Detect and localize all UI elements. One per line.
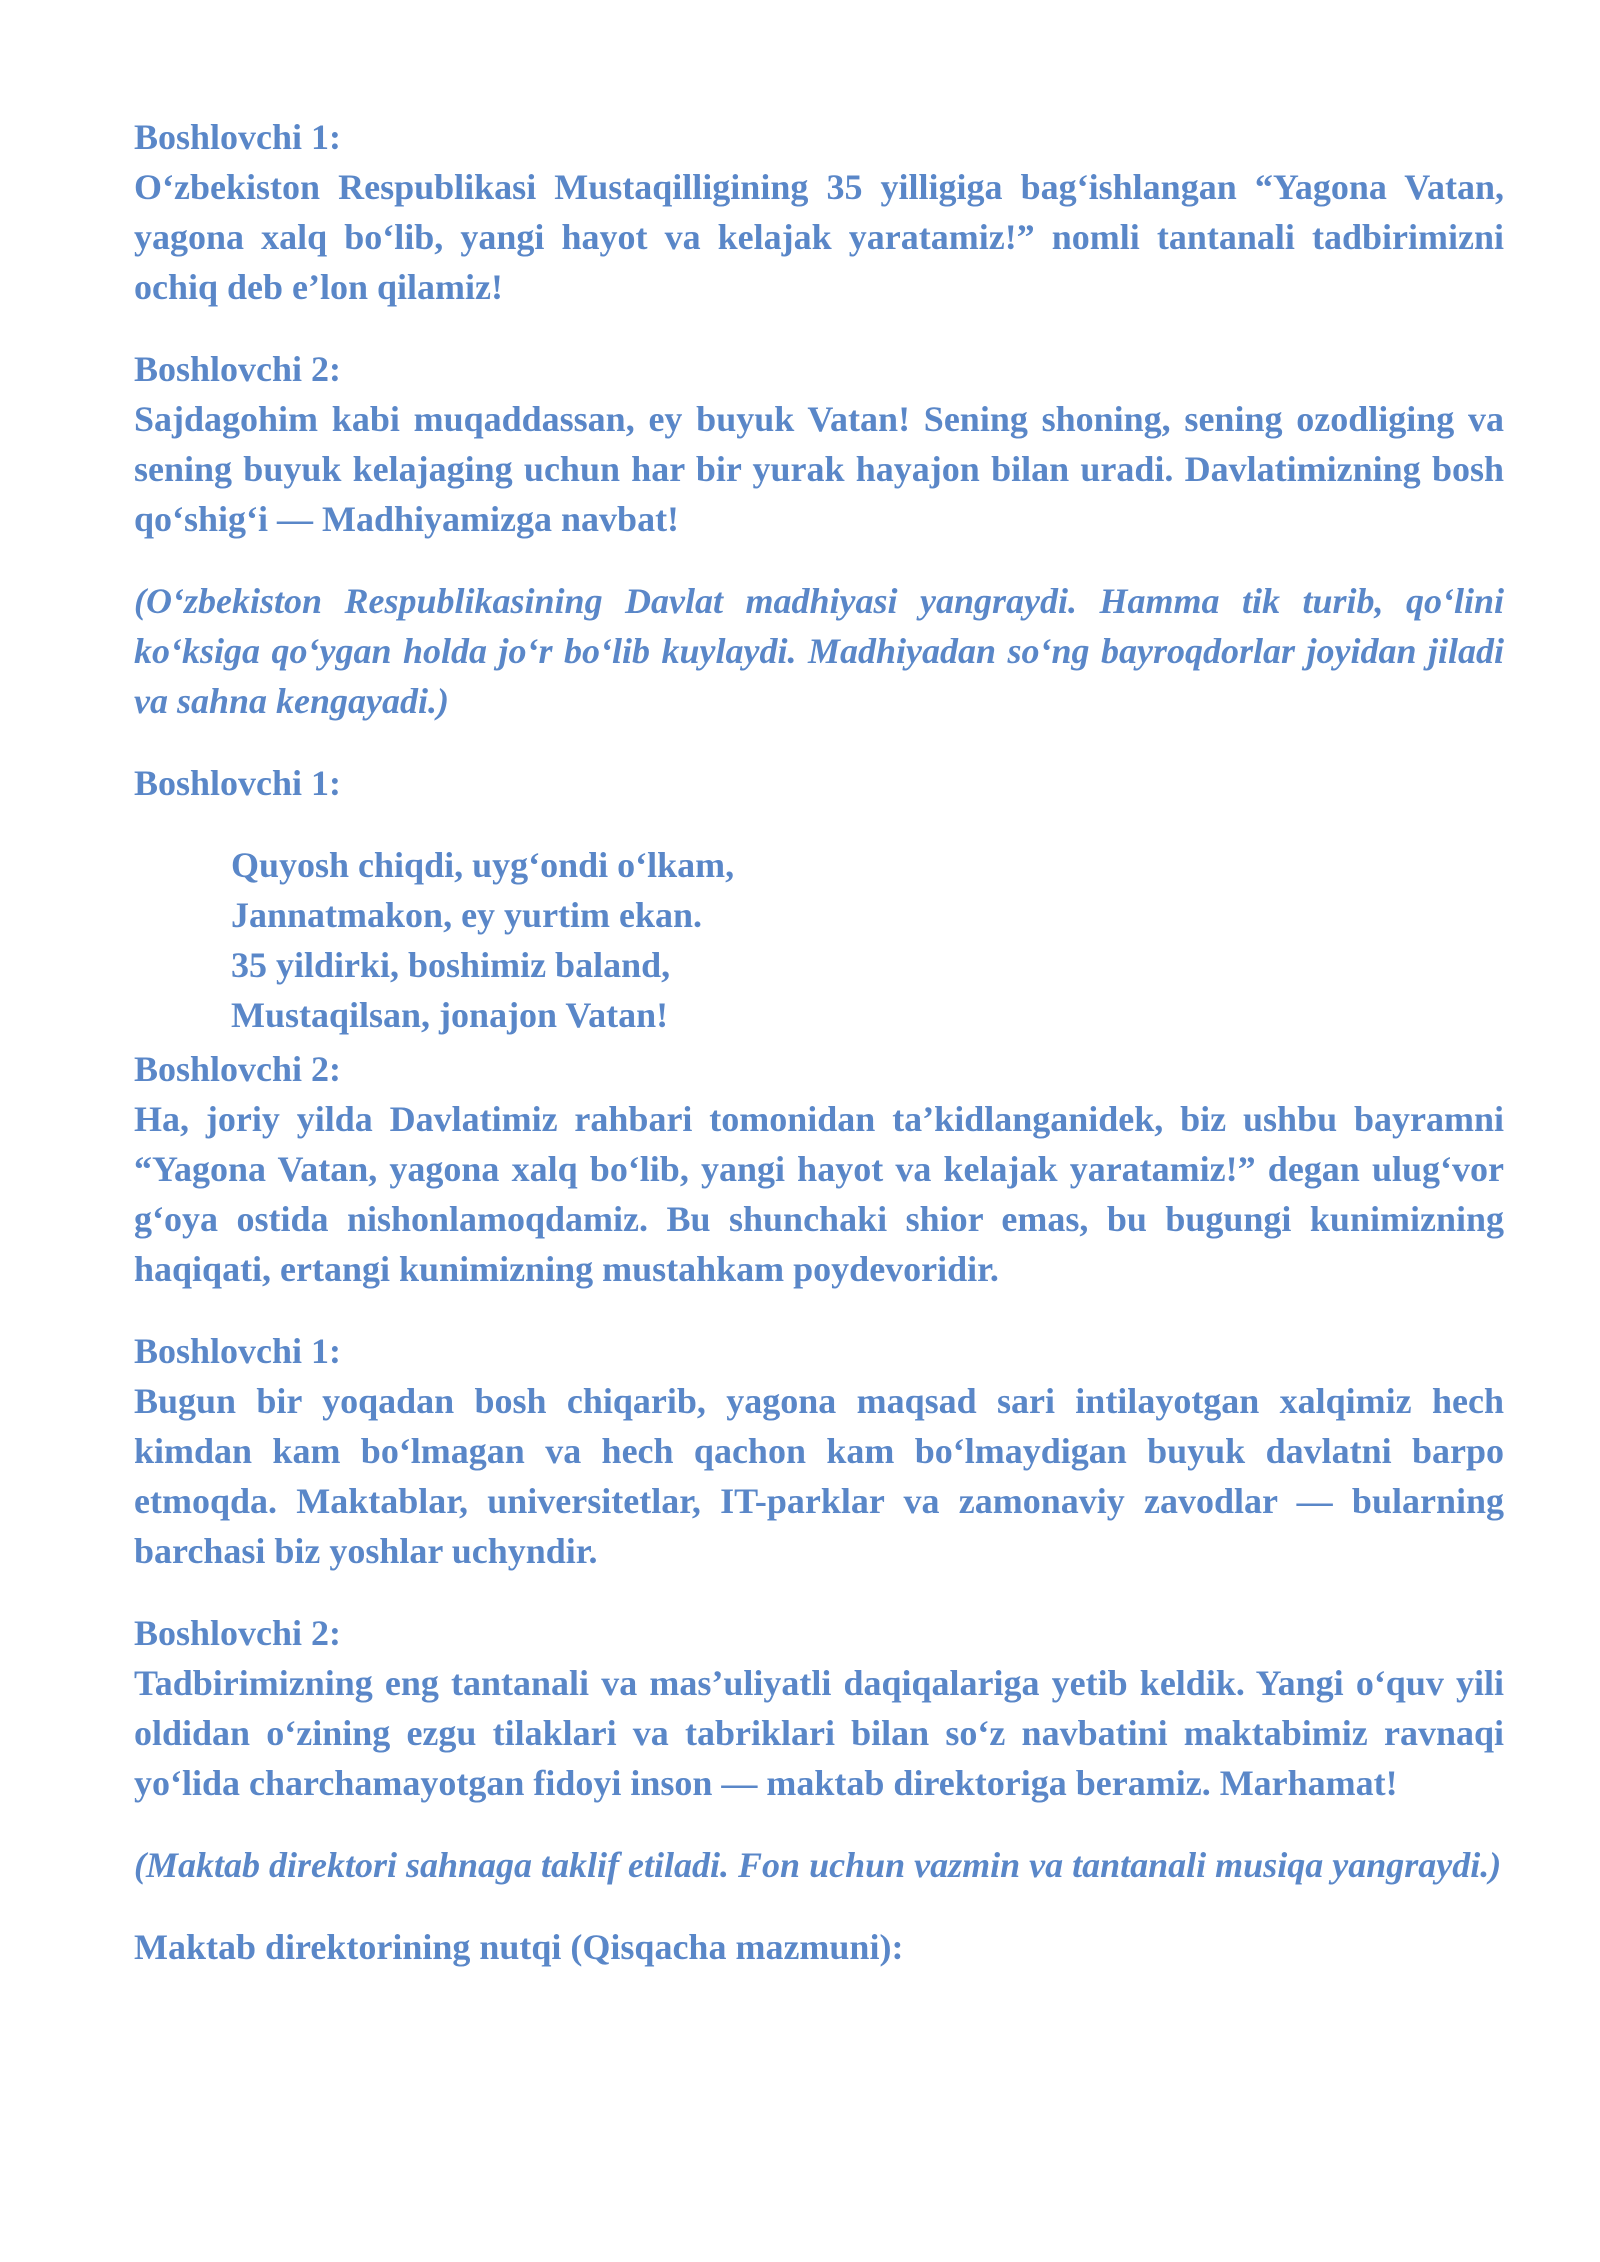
speaker-label: Boshlovchi 2: [134, 1613, 342, 1653]
speech-paragraph: Sajdagohim kabi muqaddassan, ey buyuk Vatan! Sening shoning, sening ozodliging va sening buyuk kelajaging uchun har bir yurak hayajon bilan uradi. Davlatimizning bosh qo‘shig‘i — Madhiyamizga navbat! [134, 399, 1504, 539]
stage-direction: (O‘zbekiston Respublikasining Davlat madhiyasi yangraydi. Hamma tik turib, qo‘lini ko‘ksiga qo‘ygan holda jo‘r bo‘lib kuylaydi. Madhiyadan so‘ng bayroqdorlar joyidan jiladi va sahna kengayadi.) [134, 581, 1504, 721]
speech-paragraph: Tadbirimizning eng tantanali va mas’uliyatli daqiqalariga yetib keldik. Yangi o‘quv yili oldidan o‘zining ezgu tilaklari va tabriklari bilan so‘z navbatini maktabimiz ravnaqi yo‘lida charchamayotgan fidoyi inson — maktab direktoriga beramiz. Marhamat! [134, 1663, 1504, 1803]
section-9 [134, 1922, 1504, 1972]
poem-line: Jannatmakon, ey yurtim ekan. [231, 895, 703, 935]
section-1 [134, 112, 1504, 312]
section-8 [134, 1840, 1504, 1890]
section-6 [134, 1326, 1504, 1576]
speaker-label: Boshlovchi 2: [134, 1049, 342, 1089]
section-4 [134, 758, 1504, 1040]
stage-direction: (Maktab direktori sahnaga taklif etiladi. Fon uchun vazmin va tantanali musiqa yangraydi.) [134, 1845, 1502, 1885]
section-heading: Maktab direktorining nutqi (Qisqacha mazmuni): [134, 1927, 904, 1967]
speaker-label: Boshlovchi 1: [134, 1331, 342, 1371]
section-3 [134, 576, 1504, 726]
speaker-label: Boshlovchi 1: [134, 117, 342, 157]
section-2 [134, 344, 1504, 544]
speech-paragraph: O‘zbekiston Respublikasi Mustaqilligining 35 yilligiga bag‘ishlangan “Yagona Vatan, yagona xalq bo‘lib, yangi hayot va kelajak yaratamiz!” nomli tantanali tadbirimizni ochiq deb e’lon qilamiz! [134, 167, 1504, 307]
poem-line: Quyosh chiqdi, uyg‘ondi o‘lkam, [231, 845, 735, 885]
section-7 [134, 1608, 1504, 1808]
section-5 [134, 1044, 1504, 1294]
speech-paragraph: Ha, joriy yilda Davlatimiz rahbari tomonidan ta’kidlanganidek, biz ushbu bayramni “Yagona Vatan, yagona xalq bo‘lib, yangi hayot va kelajak yaratamiz!” degan ulug‘vor g‘oya ostida nishonlamoqdamiz. Bu shunchaki shior emas, bu bugungi kunimizning haqiqati, ertangi kunimizning mustahkam poydevoridir. [134, 1099, 1504, 1289]
poem [134, 840, 1504, 1040]
poem-line: Mustaqilsan, jonajon Vatan! [231, 995, 669, 1035]
poem-line: 35 yildirki, boshimiz baland, [231, 945, 671, 985]
speaker-label: Boshlovchi 1: [134, 763, 342, 803]
speech-paragraph: Bugun bir yoqadan bosh chiqarib, yagona maqsad sari intilayotgan xalqimiz hech kimdan kam bo‘lmagan va hech qachon kam bo‘lmaydigan buyuk davlatni barpo etmoqda. Maktablar, universitetlar, IT-parklar va zamonaviy zavodlar — bularning barchasi biz yoshlar uchyndir. [134, 1381, 1504, 1571]
speaker-label: Boshlovchi 2: [134, 349, 342, 389]
